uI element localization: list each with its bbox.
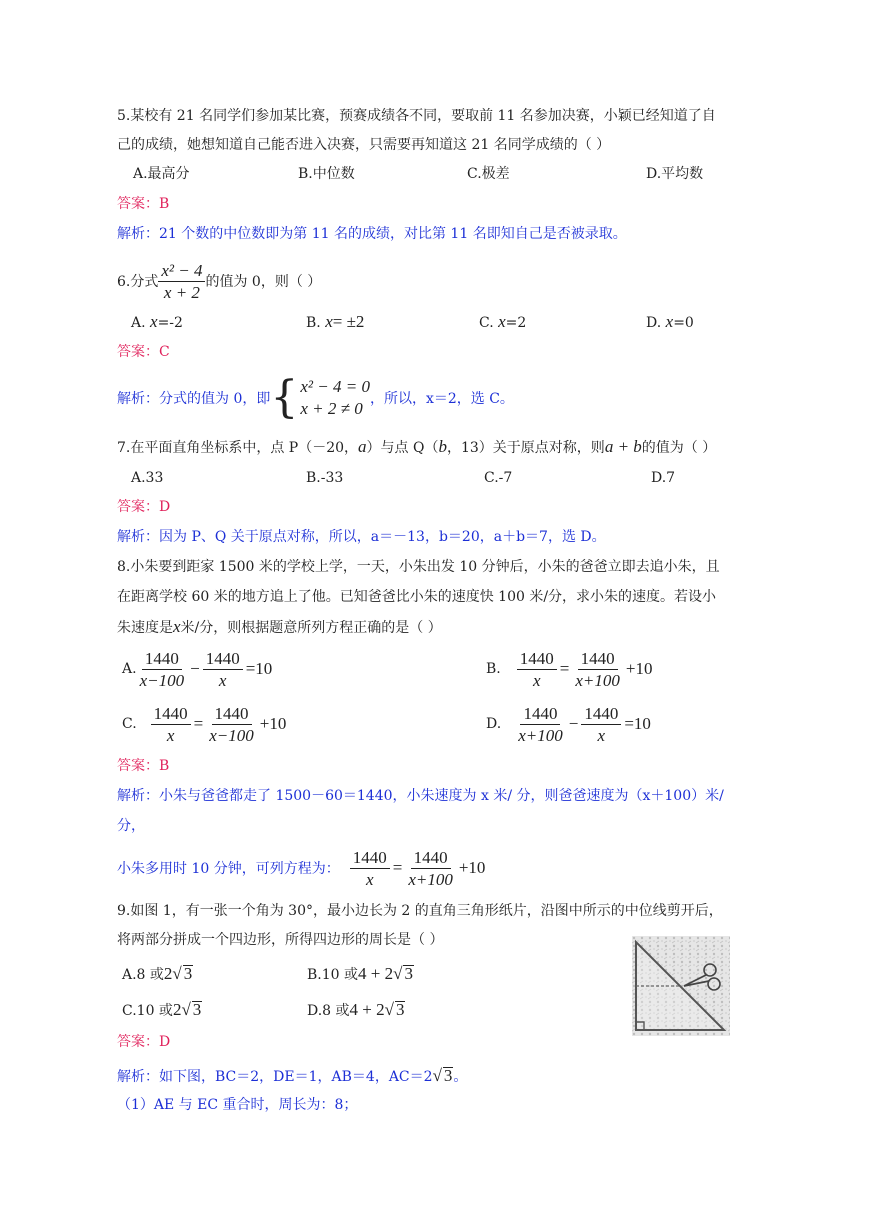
q7-stem: 7.在平面直角坐标系中，点 P（－20，a）与点 Q（b，13）关于原点对称，则a + b的值为（ ） — [117, 437, 717, 456]
q9-explanation: 解析：如下图，BC＝2，DE＝1，AB＝4，AC＝2√ 3。 — [117, 1066, 468, 1085]
q8-option-a: A. $\frac{1440}{x-100}$ − $\frac{1440}{x}$ =10 — [122, 648, 273, 690]
q8-stem-line1: 8.小朱要到距家 1500 米的学校上学，一天，小朱出发 10 分钟后，小朱的爸爸立即去追小朱，且 — [117, 559, 720, 575]
q7-explanation: 解析：因为 P、Q 关于原点对称，所以，a＝－13，b＝20，a＋b＝7，选 D。 — [117, 529, 606, 545]
q7-answer: 答案：D — [117, 499, 171, 515]
q9-stem-line1: 9.如图 1，有一张一个角为 30°，最小边长为 2 的直角三角形纸片，沿图中所示的中位线剪开后， — [117, 903, 723, 919]
q6-fraction — [158, 261, 205, 302]
q8-option-c: C. $\frac{1440}{x}$ = $\frac{1440}{x-100}$ +10 — [122, 703, 287, 745]
q7-option-a: A.33 — [131, 470, 164, 486]
q8-stem-line2: 在距离学校 60 米的地方追上了他。已知爸爸比小朱的速度快 100 米/分，求小朱的速度。若设小 — [117, 589, 717, 605]
q8-stem-line3: 朱速度是x米/分，则根据题意所列方程正确的是（ ） — [117, 617, 442, 636]
q6-answer: 答案：C — [117, 344, 170, 360]
q5-option-b: B.中位数 — [298, 166, 355, 182]
q9-option-d: D.8 或4 + 2√ 3 — [307, 1000, 405, 1019]
q6-sys-row1: x² − 4 = 0 — [300, 377, 370, 396]
q9-option-b: B.10 或4 + 2√ 3 — [307, 964, 413, 983]
q5-stem-line1: 5.某校有 21 名同学们参加某比赛，预赛成绩各不同，要取前 11 名参加决赛，小颖已经知道了自 — [117, 108, 716, 124]
q5-option-a: A.最高分 — [133, 166, 190, 182]
q8-option-d: D. $\frac{1440}{x+100}$ − $\frac{1440}{x}$ =10 — [486, 703, 651, 745]
q9-triangle-figure — [632, 936, 730, 1036]
q8-exp-line3: 小朱多用时 10 分钟，可列方程为： $\frac{1440}{x}$ = $\frac{1440}{x+100}$ +10 — [117, 847, 486, 889]
q8-exp-line2: 分， — [117, 818, 145, 834]
q8-option-b: B. $\frac{1440}{x}$ = $\frac{1440}{x+100}$ +10 — [486, 648, 653, 690]
q7-option-c: C.-7 — [484, 470, 513, 486]
q8-exp-line1: 解析：小朱与爸爸都走了 1500－60＝1440，小朱速度为 x 米/ 分，则爸爸速度为（x＋100）米/ — [117, 788, 724, 804]
q9-exp-case1: （1）AE 与 EC 重合时，周长为：8； — [117, 1097, 358, 1113]
q9-stem-line2: 将两部分拼成一个四边形，所得四边形的周长是（ ） — [117, 932, 444, 948]
q6-sys-row2: x + 2 ≠ 0 — [300, 399, 363, 418]
q6-exp-suffix: ，所以，x＝2，选 C。 — [369, 391, 514, 407]
q6-stem-prefix: 6.分式 — [117, 274, 159, 290]
q6-frac-den: x + 2 — [163, 282, 200, 302]
q5-option-c: C.极差 — [467, 166, 510, 182]
q9-option-a: A.8 或2√ 3 — [122, 964, 193, 983]
q5-stem-line2: 己的成绩，她想知道自己能否进入决赛，只需要再知道这 21 名同学成绩的（ ） — [117, 137, 611, 153]
q7-option-d: D.7 — [651, 470, 676, 486]
q6-frac-num: x² − 4 — [158, 261, 205, 282]
q6-exp-prefix: 解析：分式的值为 0，即 — [117, 391, 271, 407]
q6-option-d: D. x=0 — [646, 312, 694, 331]
q5-option-d: D.平均数 — [646, 166, 704, 182]
q6-equation-system — [270, 372, 370, 423]
q6-stem — [117, 258, 321, 304]
q6-option-b: B. x= ±2 — [306, 312, 365, 331]
q5-explanation: 解析：21 个数的中位数即为第 11 名的成绩，对比第 11 名即知自己是否被录取。 — [117, 226, 627, 242]
q5-answer: 答案：B — [117, 196, 170, 212]
q7-option-b: B.-33 — [306, 470, 344, 486]
left-brace-icon: { — [270, 372, 299, 423]
q9-option-c: C.10 或2√ 3 — [122, 1000, 202, 1019]
q6-option-c: C. x=2 — [479, 312, 527, 331]
q8-answer: 答案：B — [117, 758, 170, 774]
q6-option-a: A. x=-2 — [131, 312, 183, 331]
q9-answer: 答案：D — [117, 1034, 171, 1050]
q6-explanation — [117, 373, 514, 423]
q6-stem-suffix: 的值为 0，则（ ） — [205, 274, 322, 290]
